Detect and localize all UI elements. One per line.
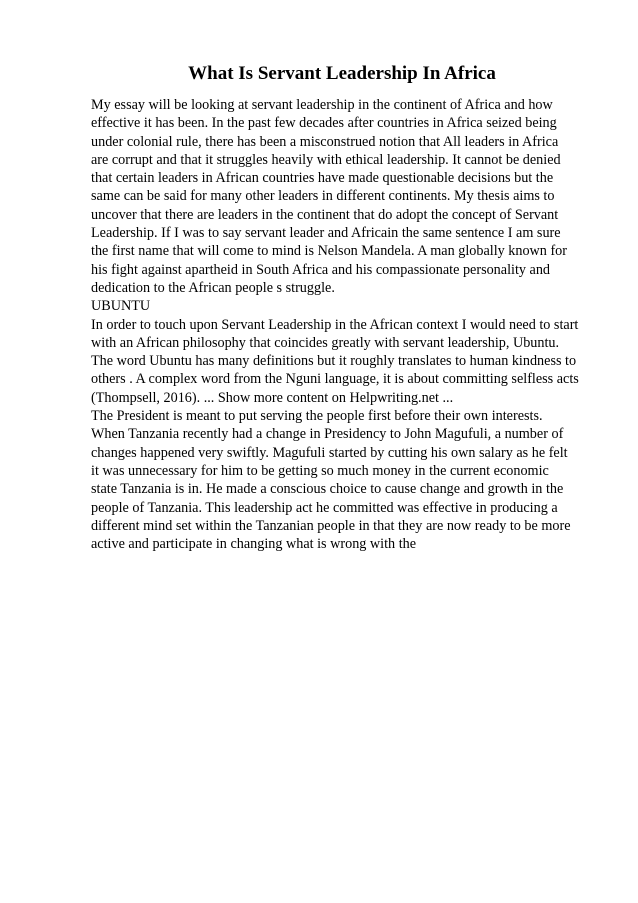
text-line: My essay will be looking at servant leadership in the continent of Africa and how bbox=[91, 97, 553, 113]
text-line: dedication to the African people s struggle. bbox=[91, 279, 335, 296]
text-line: changes happened very swiftly. Magufuli started by cutting his own salary as he felt bbox=[91, 444, 568, 461]
text-line: When Tanzania recently had a change in Presidency to John Magufuli, a number of bbox=[91, 426, 564, 443]
document-body bbox=[91, 96, 591, 553]
text-line: The President is meant to put serving the people first before their own interests. bbox=[91, 408, 543, 425]
text-line: (Thompsell, 2016). ... Show more content on Helpwriting.net ... bbox=[91, 389, 454, 406]
text-line: that certain leaders in African countries have made questionable decisions but the bbox=[91, 170, 554, 187]
text-line: people of Tanzania. This leadership act he committed was effective in producing a bbox=[91, 499, 558, 516]
text-line: others . A complex word from the Nguni language, it is about committing selfless acts bbox=[91, 371, 579, 388]
section-heading-ubuntu: UBUNTU bbox=[91, 298, 151, 315]
text-line: effective it has been. In the past few decades after countries in Africa seized being bbox=[91, 115, 557, 132]
text-line: are corrupt and that it struggles heavily with ethical leadership. It cannot be denied bbox=[91, 151, 561, 168]
text-line: uncover that there are leaders in the continent that do adopt the concept of Servant bbox=[91, 206, 559, 223]
text-line: same can be said for many other leaders in different continents. My thesis aims to bbox=[91, 188, 555, 205]
document-title: What Is Servant Leadership In Africa bbox=[188, 63, 496, 84]
text-line: with an African philosophy that coincides greatly with servant leadership, Ubuntu. bbox=[91, 334, 560, 351]
text-line: state Tanzania is in. He made a conscious choice to cause change and growth in the bbox=[91, 481, 564, 498]
text-line: under colonial rule, there has been a misconstrued notion that All leaders in Africa bbox=[91, 133, 559, 150]
text-line: active and participate in changing what is wrong with the bbox=[91, 536, 417, 553]
text-line: his fight against apartheid in South Africa and his compassionate personality and bbox=[91, 261, 551, 278]
text-line: different mind set within the Tanzanian people in that they are now ready to be more bbox=[91, 517, 571, 534]
text-line: it was unnecessary for him to be getting so much money in the current economic bbox=[91, 462, 549, 479]
text-line: Leadership. If I was to say servant leader and Africain the same sentence I am sure bbox=[91, 225, 561, 242]
text-line: the first name that will come to mind is Nelson Mandela. A man globally known for bbox=[91, 243, 567, 260]
text-line: In order to touch upon Servant Leadership in the African context I would need to start bbox=[91, 316, 579, 333]
text-line: The word Ubuntu has many definitions but it roughly translates to human kindness to bbox=[91, 353, 577, 370]
